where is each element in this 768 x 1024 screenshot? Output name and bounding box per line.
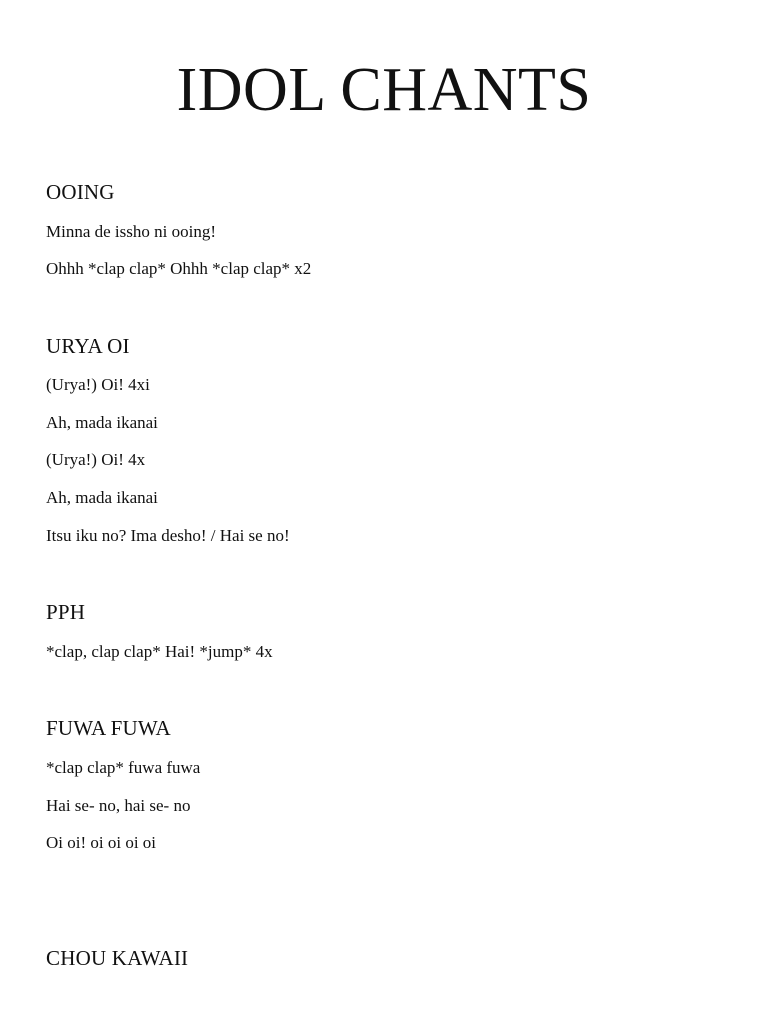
chant-line: (Urya!) Oi! 4x <box>46 450 146 469</box>
chant-line: Minna de issho ni ooing! <box>46 222 216 241</box>
section-heading-chou-kawaii: CHOU KAWAII <box>46 946 189 970</box>
section-heading-ooing: OOING <box>46 180 115 204</box>
chant-line: Ah, mada ikanai <box>46 488 158 507</box>
chant-line: *clap clap* fuwa fuwa <box>46 758 201 777</box>
document-title: IDOL CHANTS <box>176 56 592 124</box>
chant-line: Hai se- no, hai se- no <box>46 796 191 815</box>
chant-line: *clap, clap clap* Hai! *jump* 4x <box>46 642 273 661</box>
section-heading-urya-oi: URYA OI <box>46 334 130 358</box>
chant-line: Oi oi! oi oi oi oi <box>46 833 157 852</box>
section-heading-pph: PPH <box>46 600 86 624</box>
section-heading-fuwa-fuwa: FUWA FUWA <box>46 716 171 740</box>
chant-line: Itsu iku no? Ima desho! / Hai se no! <box>46 526 290 545</box>
chant-line: Ah, mada ikanai <box>46 413 158 432</box>
chant-line: Ohhh *clap clap* Ohhh *clap clap* x2 <box>46 259 312 278</box>
chant-line: (Urya!) Oi! 4xi <box>46 375 150 394</box>
